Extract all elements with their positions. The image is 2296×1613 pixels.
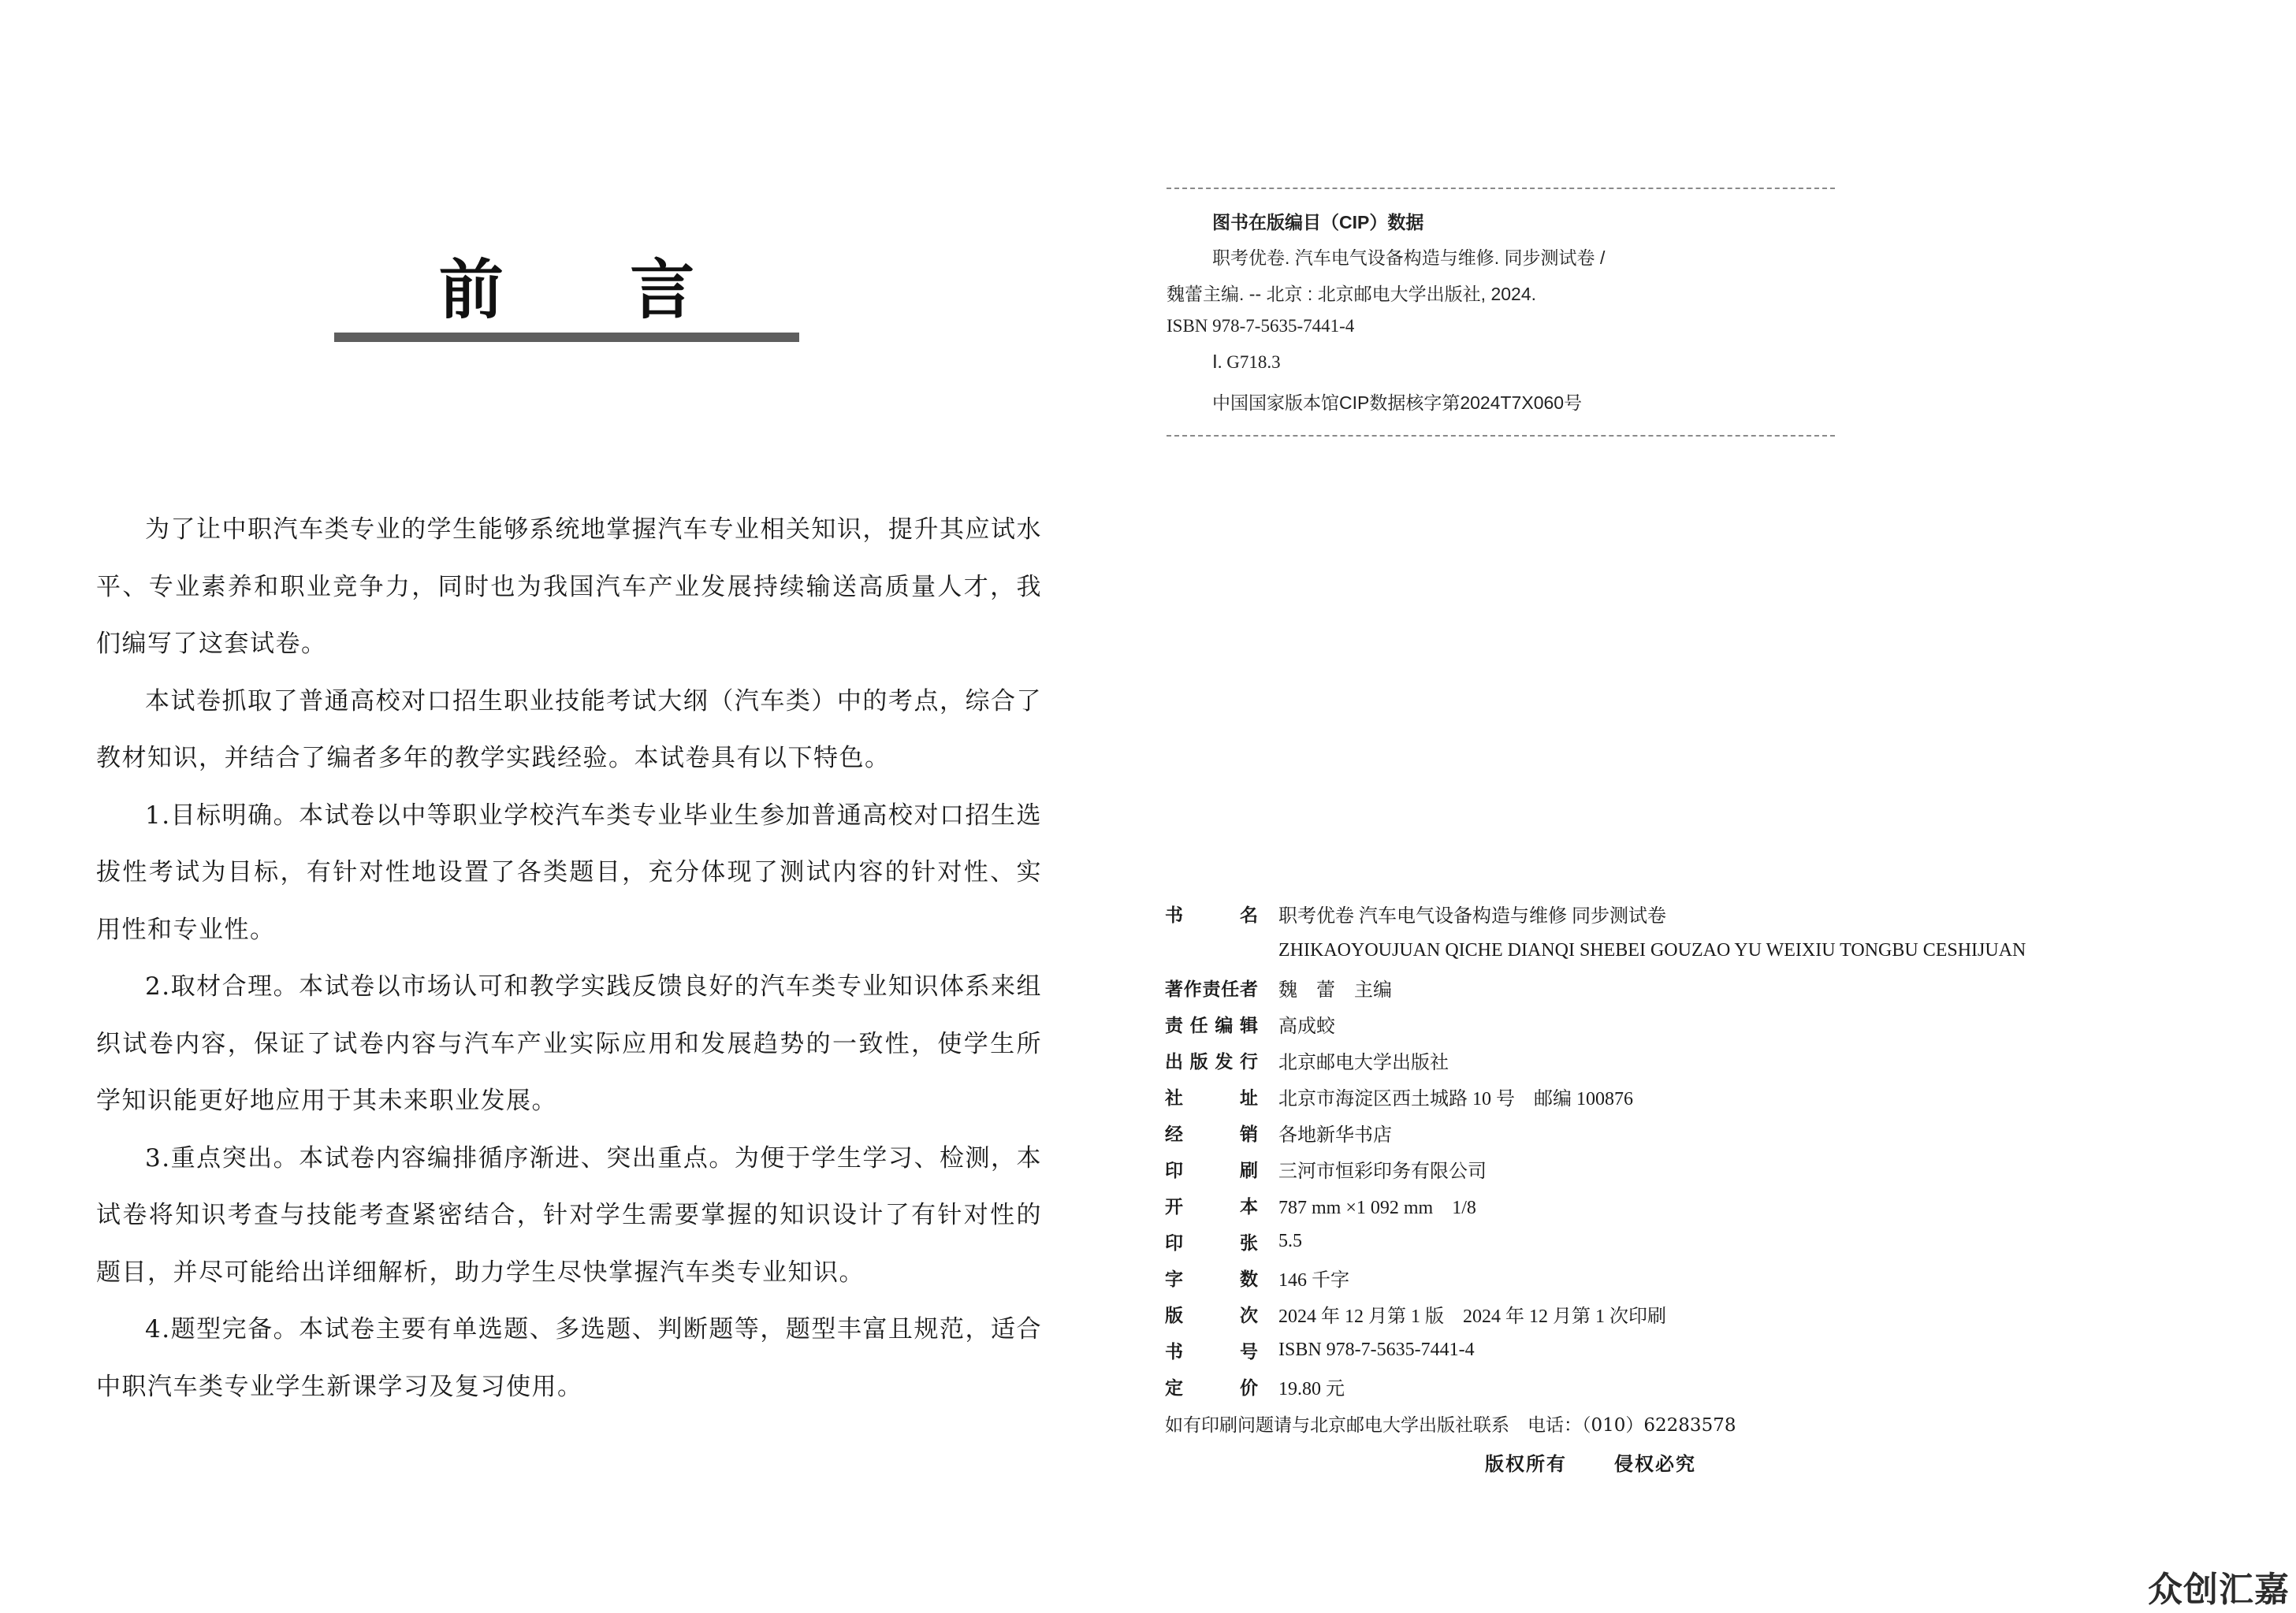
info-label-char: 定 xyxy=(1165,1377,1183,1399)
info-label-char: 书 xyxy=(1165,1341,1183,1362)
info-label xyxy=(1165,1192,1258,1218)
title-underline xyxy=(334,333,799,342)
info-value: ISBN 978-7-5635-7441-4 xyxy=(1278,1339,1475,1360)
info-row xyxy=(1165,1332,2032,1368)
info-row xyxy=(1165,895,2032,931)
info-label-char: 次 xyxy=(1240,1305,1258,1326)
info-row xyxy=(1165,1005,2032,1042)
info-label-char: 印 xyxy=(1165,1160,1183,1181)
rights-reserved-text: 版权所有 xyxy=(1485,1452,1567,1475)
info-row xyxy=(1165,1295,2032,1332)
info-value: 职考优卷 汽车电气设备构造与维修 同步测试卷 xyxy=(1278,905,1666,927)
cip-isbn-line: ISBN 978-7-5635-7441-4 xyxy=(1167,316,1355,336)
info-row xyxy=(1165,1114,2032,1150)
info-label-char: 号 xyxy=(1240,1341,1258,1362)
info-label xyxy=(1165,1083,1258,1109)
copyright-info-table xyxy=(1165,895,2032,1404)
info-value: 北京邮电大学出版社 xyxy=(1278,1052,1449,1073)
info-label-char: 责 xyxy=(1202,979,1221,1000)
preface-paragraph: 本试卷抓取了普通高校对口招生职业技能考试大纲（汽车类）中的考点，综合了教材知识，并结合了编者多年的教学实践经验。本试卷具有以下特色。 xyxy=(96,686,1042,772)
info-value: 2024 年 12 月第 1 版 2024 年 12 月第 1 次印刷 xyxy=(1278,1306,1666,1327)
cip-data-block xyxy=(1167,188,1835,437)
info-value: 北京市海淀区西土城路 10 号 邮编 100876 xyxy=(1278,1088,1633,1109)
info-label-char: 数 xyxy=(1240,1269,1258,1290)
info-label-char: 版 xyxy=(1165,1305,1183,1326)
info-row xyxy=(1165,1078,2032,1114)
preface-body xyxy=(96,501,1042,1415)
info-label-char: 销 xyxy=(1240,1124,1258,1145)
info-label-char: 行 xyxy=(1239,1051,1258,1072)
copyright-notice xyxy=(1485,1448,1696,1476)
info-label-char: 著 xyxy=(1165,979,1183,1000)
info-label-char: 印 xyxy=(1165,1232,1183,1254)
preface-paragraph: 4.题型完备。本试卷主要有单选题、多选题、判断题等，题型丰富且规范，适合中职汽车类专业学生新课学习及复习使用。 xyxy=(96,1315,1042,1401)
info-label-char: 开 xyxy=(1165,1196,1183,1217)
info-label xyxy=(1165,1011,1258,1037)
info-value: 19.80 元 xyxy=(1278,1378,1345,1399)
info-value: 高成蛟 xyxy=(1278,1016,1335,1037)
info-value: 146 千字 xyxy=(1278,1269,1349,1291)
cip-number-line: 中国国家版本馆CIP数据核字第2024T7X060号 xyxy=(1212,392,1583,413)
info-row xyxy=(1165,1368,2032,1404)
info-row xyxy=(1165,1259,2032,1295)
info-label-char: 辑 xyxy=(1239,1015,1258,1036)
info-label xyxy=(1165,1156,1258,1182)
info-label-char: 版 xyxy=(1189,1051,1208,1072)
info-label-char: 出 xyxy=(1165,1051,1183,1072)
info-label-char: 名 xyxy=(1240,905,1258,926)
info-row xyxy=(1165,1187,2032,1223)
info-label xyxy=(1165,975,1258,1001)
info-label-char: 价 xyxy=(1240,1377,1258,1399)
info-value: 787 mm ×1 092 mm 1/8 xyxy=(1278,1197,1476,1218)
info-label xyxy=(1165,1120,1258,1146)
info-label-char: 作 xyxy=(1183,979,1202,1000)
cip-title-line: 职考优卷. 汽车电气设备构造与维修. 同步测试卷 / xyxy=(1212,247,1606,268)
info-label-char: 任 xyxy=(1189,1015,1208,1036)
info-label xyxy=(1165,1337,1258,1363)
info-value: ZHIKAOYOUJUAN QICHE DIANQI SHEBEI GOUZAO YU WEIXIU TONGBU CESHIJUAN xyxy=(1278,939,2026,961)
preface-paragraph: 3.重点突出。本试卷内容编排循序渐进、突出重点。为便于学生学习、检测，本试卷将知识考查与技能考查紧密结合，针对学生需要掌握的知识设计了有针对性的题目，并尽可能给出详细解析，助力学生尽快掌握汽车类专业知识。 xyxy=(96,1143,1042,1287)
infringement-text: 侵权必究 xyxy=(1614,1452,1696,1475)
info-label-char: 本 xyxy=(1240,1196,1258,1217)
info-row xyxy=(1165,931,2032,969)
info-row xyxy=(1165,1042,2032,1078)
info-value: 魏 蕾 主编 xyxy=(1278,979,1392,1001)
watermark-logo: 众创汇嘉 xyxy=(2148,1570,2290,1610)
info-label-char: 经 xyxy=(1165,1124,1183,1145)
preface-paragraph: 2.取材合理。本试卷以市场认可和教学实践反馈良好的汽车类专业知识体系来组织试卷内容，保证了试卷内容与汽车产业实际应用和发展趋势的一致性，使学生所学知识能更好地应用于其未来职业发展。 xyxy=(96,972,1042,1115)
info-row xyxy=(1165,969,2032,1005)
info-value: 5.5 xyxy=(1278,1230,1302,1251)
info-label xyxy=(1165,1373,1258,1399)
info-label-char: 责 xyxy=(1165,1015,1183,1036)
printing-issue-note: 如有印刷问题请与北京邮电大学出版社联系 电话：（010）62283578 xyxy=(1165,1415,1736,1436)
info-row xyxy=(1165,1150,2032,1187)
info-value: 各地新华书店 xyxy=(1278,1124,1392,1146)
info-label-char: 字 xyxy=(1165,1269,1183,1290)
info-label-char: 张 xyxy=(1240,1232,1258,1254)
info-label-char: 址 xyxy=(1240,1087,1258,1109)
preface-paragraph: 为了让中职汽车类专业的学生能够系统地掌握汽车专业相关知识，提升其应试水平、专业素养和职业竞争力，同时也为我国汽车产业发展持续输送高质量人才，我们编写了这套试卷。 xyxy=(96,515,1042,658)
info-label xyxy=(1165,901,1258,927)
info-label xyxy=(1165,1265,1258,1291)
info-row xyxy=(1165,1223,2032,1259)
info-label-char: 发 xyxy=(1215,1051,1234,1072)
info-label-char: 任 xyxy=(1221,979,1240,1000)
cip-classification-line: Ⅰ. G718.3 xyxy=(1212,352,1281,372)
info-value: 三河市恒彩印务有限公司 xyxy=(1278,1161,1487,1182)
info-label-char: 社 xyxy=(1165,1087,1183,1109)
preface-paragraph: 1.目标明确。本试卷以中等职业学校汽车类专业毕业生参加普通高校对口招生选拔性考试为目标，有针对性地设置了各类题目，充分体现了测试内容的针对性、实用性和专业性。 xyxy=(96,801,1042,944)
info-label-char: 刷 xyxy=(1240,1160,1258,1181)
info-label xyxy=(1165,1047,1258,1073)
info-label-char: 编 xyxy=(1215,1015,1234,1036)
cip-heading: 图书在版编目（CIP）数据 xyxy=(1212,212,1424,232)
info-label-char: 书 xyxy=(1165,905,1183,926)
info-label xyxy=(1165,1301,1258,1327)
cip-author-line: 魏蕾主编. -- 北京 : 北京邮电大学出版社, 2024. xyxy=(1167,284,1536,304)
preface-title: 前 言 xyxy=(438,252,747,328)
info-label xyxy=(1165,1228,1258,1254)
info-label-char: 者 xyxy=(1240,979,1258,1000)
